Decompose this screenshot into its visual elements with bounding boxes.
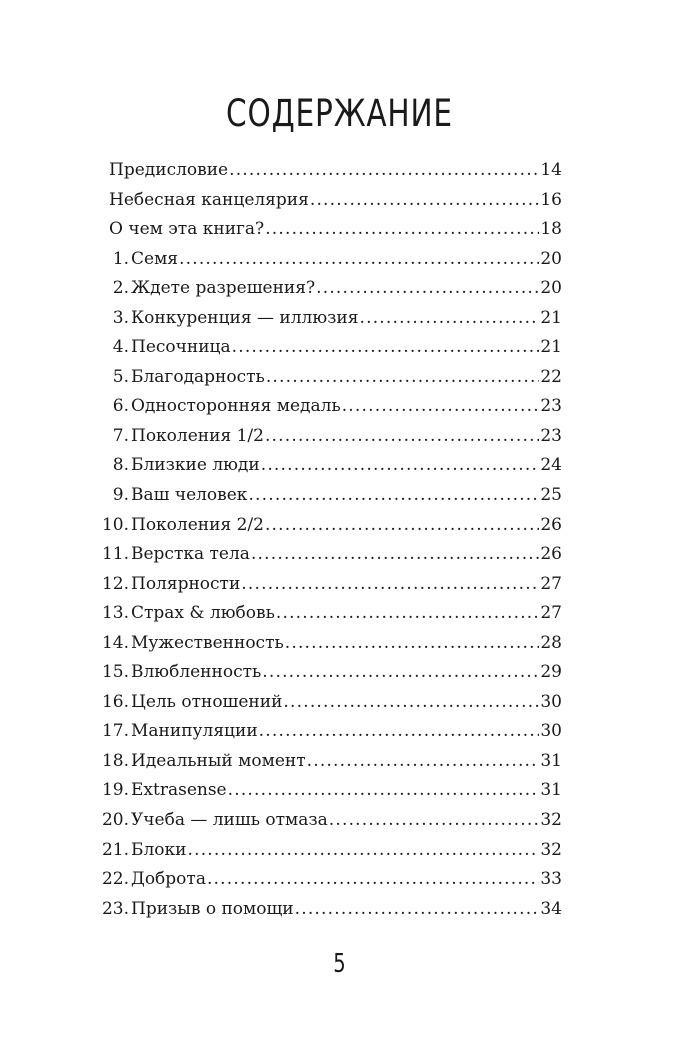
toc-entry [100,186,562,216]
toc-entry-title: Верстка тела [131,544,250,565]
toc-entry-title: Страх & любовь [131,603,275,624]
toc-entry-page: 23 [540,425,562,446]
toc-entry-number: 16. [101,691,129,712]
toc-entry [100,304,562,334]
toc-entry-number: 1. [112,248,129,269]
toc-entry [100,451,562,481]
dot-leader [285,629,540,659]
toc-entry-page: 31 [540,750,562,771]
toc-entry-number: 12. [101,573,129,594]
toc-entry-title: Доброта [131,869,206,890]
dot-leader [265,511,539,541]
toc-entry [100,747,562,777]
toc-entry-title: Полярности [131,573,241,594]
toc-entry-title: Ждете разрешения? [131,278,316,299]
toc-entry-title: Манипуляции [131,721,258,742]
toc-entry-number: 4. [112,337,129,358]
toc-entry-title: О чем эта книга? [109,219,265,240]
toc-entry [100,865,562,895]
toc-entry-page: 20 [540,248,562,269]
toc-entry-page: 14 [540,160,562,180]
dot-leader [283,688,539,718]
toc-entry-page: 26 [540,514,562,535]
toc-entry-page: 32 [540,810,562,831]
dot-leader [229,156,539,186]
dot-leader [261,451,540,481]
toc-entry-number: 14. [101,632,129,653]
toc-entry-title: Влюбленность [131,662,262,683]
toc-entry-number: 18. [101,750,129,771]
toc-entry [100,717,562,747]
toc-entry-title: Небесная канцелярия [109,189,309,210]
toc-entry [100,392,562,422]
toc-entry-page: 23 [540,396,562,417]
toc-entry-title: Призыв о помощи [131,898,294,919]
toc-entry-page: 34 [540,898,562,919]
toc-entry [100,274,562,304]
toc-entry-title: Песочница [131,337,231,358]
toc-entry-title: Близкие люди [131,455,260,476]
toc-entry-number: 5. [112,366,129,387]
toc-entry-page: 20 [540,278,562,299]
toc-entry-page: 27 [540,573,562,594]
toc-entry-page: 24 [540,455,562,476]
toc-entry-number: 8. [112,455,129,476]
toc-entry [100,776,562,806]
dot-leader [329,806,540,836]
toc-entry-number: 17. [101,721,129,742]
toc-entry-page: 16 [540,189,562,210]
toc-entry-number: 21. [101,839,129,860]
toc-entry-title: Поколения 2/2 [131,514,264,535]
toc-entry [100,836,562,866]
toc-entry [100,511,562,541]
dot-leader [307,747,540,777]
toc-entry-number: 19. [101,780,129,801]
dot-leader [265,215,539,245]
toc-entry [100,333,562,363]
dot-leader [232,333,540,363]
toc-entry-page: 32 [540,839,562,860]
toc-entry-title: Ваш человек [131,485,248,506]
dot-leader [316,274,539,304]
toc-entry-title: Цель отношений [131,691,283,712]
toc-entry-page: 31 [540,780,562,801]
toc-entry [100,629,562,659]
toc-entry [100,688,562,718]
toc-entry-title: Конкуренция — иллюзия [131,307,359,328]
toc-entry-title: Идеальный момент [131,750,306,771]
toc-entry-title: Extrasense [131,780,227,801]
dot-leader [187,836,539,866]
dot-leader [276,599,540,629]
toc-entry-page: 26 [540,544,562,565]
toc-entry-page: 22 [540,366,562,387]
dot-leader [207,865,539,895]
toc-entry-number: 20. [101,810,129,831]
toc-entry-page: 21 [540,337,562,358]
toc-entry-title: Поколения 1/2 [131,425,264,446]
toc-entry-number: 7. [112,425,129,446]
toc-entry-number: 23. [101,898,129,919]
toc-entry-page: 25 [540,485,562,506]
dot-leader [248,481,539,511]
toc-entry [100,481,562,511]
dot-leader [179,245,539,275]
toc-entry-page: 29 [540,662,562,683]
dot-leader [259,717,540,747]
toc-entry [100,215,562,245]
toc-entry [100,806,562,836]
toc-entry-page: 33 [540,869,562,890]
toc-entry-title: Благодарность [131,366,265,387]
toc-entry-number: 10. [101,514,129,535]
toc-entry-page: 30 [540,721,562,742]
dot-leader [266,363,540,393]
dot-leader [310,186,540,216]
dot-leader [295,895,540,925]
table-of-contents [100,156,562,924]
dot-leader [241,570,539,600]
toc-entry-number: 9. [112,485,129,506]
toc-entry-page: 21 [540,307,562,328]
toc-entry-page: 28 [540,632,562,653]
toc-entry [100,245,562,275]
toc-entry [100,599,562,629]
toc-entry [100,540,562,570]
dot-leader [265,422,539,452]
toc-entry [100,156,562,186]
toc-entry [100,422,562,452]
toc-entry [100,895,562,925]
toc-entry-page: 30 [540,691,562,712]
dot-leader [262,658,539,688]
toc-entry-number: 11. [101,544,129,565]
dot-leader [342,392,540,422]
toc-entry-page: 27 [540,603,562,624]
toc-entry-page: 18 [540,219,562,240]
toc-entry [100,363,562,393]
dot-leader [251,540,539,570]
toc-entry-title: Предисловие [109,160,229,180]
toc-entry-title: Мужественность [131,632,284,653]
toc-entry-number: 15. [101,662,129,683]
toc-entry-number: 13. [101,603,129,624]
toc-entry [100,658,562,688]
toc-entry-number: 2. [112,278,129,299]
page-number: 5 [333,949,346,979]
dot-leader [228,776,540,806]
toc-entry-number: 3. [112,307,129,328]
toc-entry [100,570,562,600]
toc-entry-title: Блоки [131,839,187,860]
toc-entry-title: Учеба — лишь отмаза [131,810,328,831]
dot-leader [359,304,539,334]
toc-entry-title: Односторонняя медаль [131,396,341,417]
page-title: СОДЕРЖАНИЕ [226,92,453,135]
toc-entry-number: 22. [101,869,129,890]
toc-entry-title: Семя [131,248,179,269]
toc-entry-number: 6. [112,396,129,417]
